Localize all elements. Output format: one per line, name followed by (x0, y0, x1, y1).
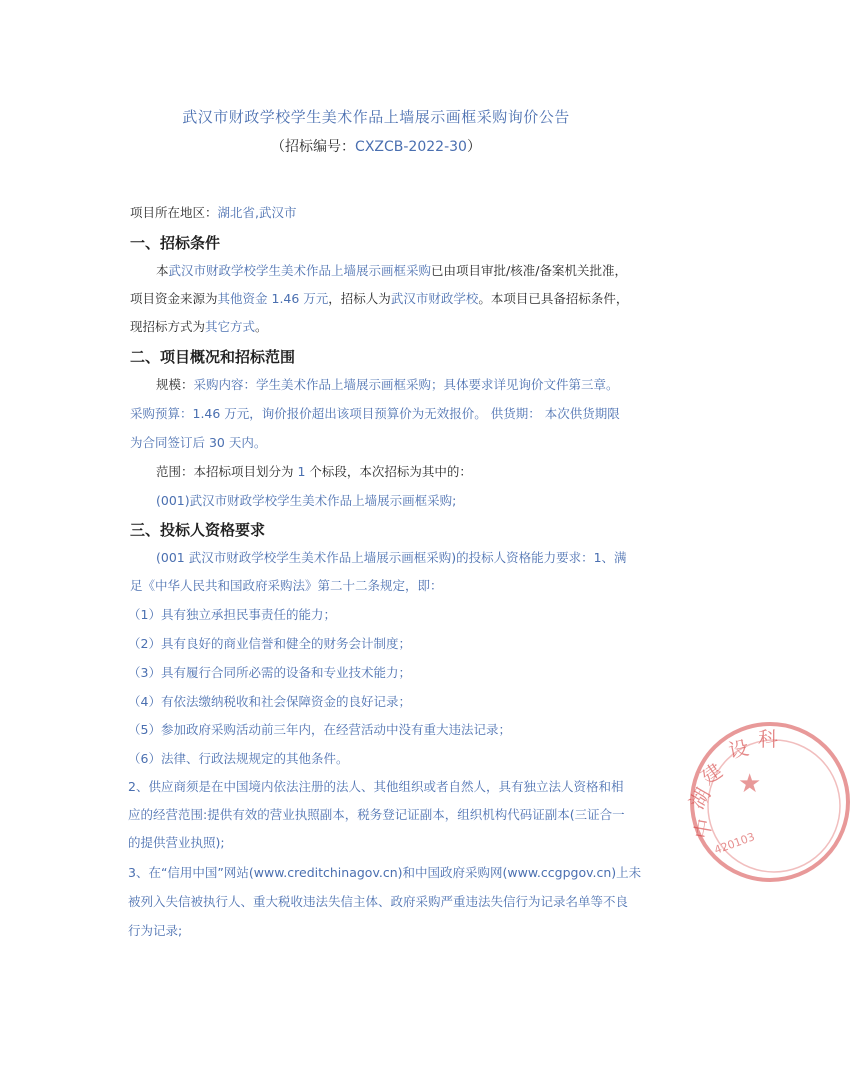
requirement-item: （4）有依法缴纳税收和社会保障资金的良好记录； (128, 694, 411, 709)
project-region (130, 204, 297, 222)
requirement-3-line-1: 3、在“信用中国”网站(www.creditchinagov.cn)和中国政府采购网(www.ccgpgov.cn)上未 (128, 865, 642, 880)
requirement-2-line-3: 的提供营业执照); (128, 835, 225, 850)
s1-text: 本 (156, 263, 169, 278)
requirement-3-line-2: 被列入失信被执行人、重大税收违法失信主体、政府采购严重违法失信行为记录名单等不良 (128, 894, 629, 909)
range-lot-count: 1 (297, 464, 306, 479)
section-2-lot: (001)武汉市财政学校学生美术作品上墙展示画框采购; (156, 493, 457, 508)
s1-method: 其它方式 (205, 319, 256, 334)
s1-text: 。 (255, 319, 268, 334)
s1-text: ，招标人为 (328, 291, 391, 306)
region-value: 湖北省,武汉市 (217, 205, 297, 220)
section-3-intro-1: (001 武汉市财政学校学生美术作品上墙展示画框采购)的投标人资格能力要求：1、满 (156, 550, 627, 565)
s1-text: 已由项目审批/核准/备案机关批准， (431, 263, 627, 278)
section-1-heading: 一、招标条件 (130, 234, 221, 252)
scale-content: 采购内容：学生美术作品上墙展示画框采购；具体要求详见询价文件第三章。 (193, 377, 619, 392)
range-text: 范围：本招标项目划分为 (156, 464, 298, 479)
s1-tenderer: 武汉市财政学校 (390, 291, 479, 306)
s1-text: 。本项目已具备招标条件， (478, 291, 629, 306)
notice-title: 武汉市财政学校学生美术作品上墙展示画框采购询价公告 (182, 108, 570, 126)
requirement-3-line-3: 行为记录; (128, 923, 183, 938)
section-3-heading: 三、投标人资格要求 (130, 521, 266, 539)
requirement-2-line-2: 应的经营范围:提供有效的营业执照副本，税务登记证副本，组织机构代码证副本(三证合一 (128, 807, 625, 822)
seal-graphic (684, 726, 854, 886)
svg-text:科: 科 (758, 727, 778, 751)
requirement-2-line-1: 2、供应商须是在中国境内依法注册的法人、其他组织或者自然人，具有独立法人资格和相 (128, 779, 624, 794)
section-1-line-1 (156, 262, 627, 280)
section-1-line-3 (130, 318, 268, 336)
scale-label: 规模： (156, 377, 194, 392)
section-2-scale-3: 为合同签订后 30 天内。 (130, 435, 267, 450)
svg-text:建: 建 (696, 758, 727, 790)
requirement-item: （3）具有履行合同所必需的设备和专业技术能力； (128, 665, 411, 680)
requirement-item: （1）具有独立承担民事责任的能力； (128, 607, 336, 622)
svg-text:中: 中 (689, 816, 717, 841)
svg-text:★: ★ (738, 769, 762, 799)
tender-number-open: （招标编号： (271, 139, 356, 155)
s1-project-name: 武汉市财政学校学生美术作品上墙展示画框采购 (168, 263, 432, 278)
company-seal (684, 722, 850, 882)
section-2-scale-2: 采购预算：1.46 万元，询价报价超出该项目预算价为无效报价。 供货期： 本次供货期限 (130, 406, 620, 421)
section-2-range (156, 463, 472, 481)
requirement-item: （6）法律、行政法规规定的其他条件。 (128, 751, 349, 766)
svg-text:420103: 420103 (712, 830, 757, 857)
tender-number (0, 136, 752, 156)
section-1-line-2 (130, 290, 628, 308)
tender-number-close: ） (466, 139, 481, 155)
s1-text: 项目资金来源为 (130, 291, 218, 306)
requirement-item: （2）具有良好的商业信誉和健全的财务会计制度； (128, 636, 411, 651)
tender-code: CXZCB-2022-30 (355, 139, 467, 155)
section-2-scale-1 (156, 376, 619, 394)
s1-fund-source: 其他资金 1.46 万元 (217, 291, 329, 306)
section-2-heading: 二、项目概况和招标范围 (130, 348, 296, 366)
requirement-item: （5）参加政府采购活动前三年内，在经营活动中没有重大违法记录； (128, 722, 511, 737)
region-label: 项目所在地区： (130, 205, 218, 220)
section-3-intro-2: 足《中华人民共和国政府采购法》第二十二条规定，即： (130, 578, 443, 593)
svg-text:湖: 湖 (684, 783, 716, 814)
range-text: 个标段，本次招标为其中的： (305, 464, 472, 479)
svg-text:设: 设 (726, 735, 751, 763)
s1-text: 现招标方式为 (130, 319, 206, 334)
